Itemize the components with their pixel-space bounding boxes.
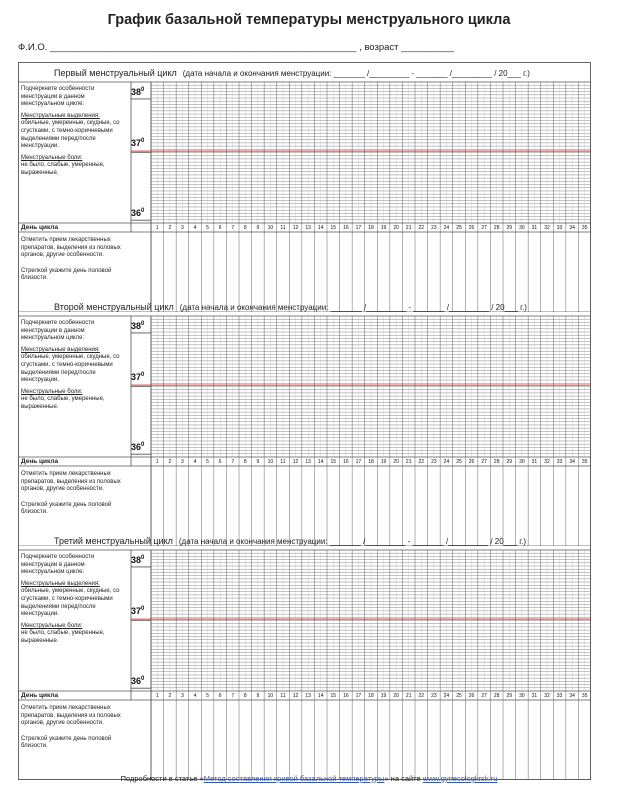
day-number: 22 <box>418 692 425 699</box>
pain-options: не было, слабые, умеренные, выраженные. <box>21 162 105 176</box>
day-number: 8 <box>243 458 247 465</box>
temp-label-low <box>131 676 151 686</box>
menstruation-features-panel <box>18 552 131 652</box>
day-number: 6 <box>218 224 222 231</box>
day-number: 16 <box>343 224 349 231</box>
day-number: 15 <box>330 692 337 699</box>
temp-label-mid <box>131 372 151 382</box>
day-number: 22 <box>418 458 425 465</box>
day-of-cycle-label: День цикла <box>21 691 59 699</box>
day-number: 2 <box>168 692 172 699</box>
day-number: 9 <box>256 224 260 231</box>
menstruation-features-panel <box>18 318 131 418</box>
footer-middle: » на сайте <box>384 774 423 783</box>
day-number: 13 <box>305 224 311 231</box>
day-number: 1 <box>155 692 159 699</box>
day-number: 22 <box>418 224 425 231</box>
day-number: 5 <box>206 692 209 699</box>
cycle-name: Первый менструальный цикл <box>54 68 177 78</box>
cycle-section <box>18 68 591 312</box>
day-number: 30 <box>519 458 525 465</box>
day-number: 17 <box>355 224 362 231</box>
day-number: 31 <box>531 692 538 699</box>
menstruation-features-panel <box>18 84 131 184</box>
features-intro: Подчеркните особенности менструации в данном менструальном цикле: <box>21 554 95 576</box>
cycle-date-field[interactable]: (дата начала и окончания менструации: _______ /_________ - _______ /_________ / 20___ г.) <box>179 303 527 312</box>
day-number: 20 <box>393 692 399 699</box>
cycle-section <box>18 536 591 780</box>
day-number: 15 <box>330 224 337 231</box>
features-intro: Подчеркните особенности менструации в данном менструальном цикле: <box>21 86 95 108</box>
notes-panel <box>18 234 138 294</box>
day-number: 14 <box>317 224 324 231</box>
day-number: 15 <box>330 458 337 465</box>
temp-value: 37 <box>131 137 142 148</box>
intercourse-note: Стрелкой укажите день половой близости. <box>21 501 112 516</box>
day-number: 5 <box>206 458 209 465</box>
day-number: 16 <box>343 458 349 465</box>
day-number: 33 <box>556 692 563 699</box>
degree-sign: 0 <box>141 442 145 449</box>
day-number: 1 <box>155 458 159 465</box>
day-number: 11 <box>280 692 286 699</box>
day-number: 33 <box>556 224 563 231</box>
article-link[interactable]: Метод составления кривой базальной температуры <box>203 774 385 783</box>
cycle-name: Третий менструальный цикл <box>54 536 173 546</box>
degree-sign: 0 <box>141 676 145 683</box>
degree-sign: 0 <box>141 321 145 328</box>
temp-label-low <box>131 442 151 452</box>
day-number: 32 <box>544 692 550 699</box>
cycle-date-field[interactable]: (дата начала и окончания менструации: _______ /_________ - _______ /_________ / 20___ г.) <box>178 537 527 546</box>
temp-value: 37 <box>131 605 142 616</box>
day-number: 20 <box>393 224 399 231</box>
day-number: 25 <box>456 224 462 231</box>
day-number: 32 <box>544 224 550 231</box>
notes-panel <box>18 468 138 528</box>
day-number: 23 <box>431 224 437 231</box>
day-number: 29 <box>506 458 513 465</box>
day-number: 35 <box>581 692 588 699</box>
fio-age-field[interactable]: Ф.И.О. __________________________________________________________ , возраст __________ <box>18 42 454 53</box>
site-link[interactable]: www.gynecologkrsk.ru <box>422 774 498 783</box>
cycle-date-field[interactable]: (дата начала и окончания менструации: _______ /_________ - _______ /_________ / 20___ г.) <box>182 69 530 78</box>
day-number: 32 <box>544 458 550 465</box>
day-number: 2 <box>168 224 172 231</box>
day-number: 11 <box>280 458 286 465</box>
day-number: 24 <box>443 692 450 699</box>
day-number: 10 <box>267 224 274 231</box>
day-number: 29 <box>506 224 513 231</box>
day-number: 19 <box>380 458 387 465</box>
day-number: 10 <box>267 458 274 465</box>
day-number: 34 <box>569 692 575 699</box>
temp-label-mid <box>131 138 151 148</box>
temp-label-high <box>131 555 151 565</box>
discharge-heading: Менструальные выделения: <box>21 580 100 587</box>
day-number: 23 <box>431 458 437 465</box>
degree-sign: 0 <box>141 137 145 144</box>
temp-label-high <box>131 87 151 97</box>
day-number: 9 <box>256 458 260 465</box>
day-number: 2 <box>168 458 172 465</box>
intercourse-note: Стрелкой укажите день половой близости. <box>21 267 112 282</box>
day-number: 19 <box>380 692 387 699</box>
temp-value: 36 <box>131 676 142 687</box>
day-number: 17 <box>355 692 362 699</box>
day-number: 28 <box>493 692 500 699</box>
day-number: 7 <box>231 692 235 699</box>
day-number: 3 <box>181 224 184 231</box>
day-number: 3 <box>181 458 184 465</box>
degree-sign: 0 <box>141 555 145 562</box>
day-number: 18 <box>368 224 374 231</box>
day-number: 7 <box>231 224 235 231</box>
pain-heading: Менструальные боли: <box>21 622 83 629</box>
day-number: 29 <box>506 692 513 699</box>
pain-options: не было, слабые, умеренные, выраженные. <box>21 396 105 410</box>
notes-panel <box>18 702 138 762</box>
pain-heading: Менструальные боли: <box>21 154 83 161</box>
day-number: 26 <box>468 692 475 699</box>
day-number: 21 <box>405 224 412 231</box>
degree-sign: 0 <box>141 371 145 378</box>
day-number: 11 <box>280 224 286 231</box>
day-number: 23 <box>431 692 437 699</box>
discharge-heading: Менструальные выделения: <box>21 112 100 119</box>
degree-sign: 0 <box>141 87 145 94</box>
day-number: 12 <box>292 224 299 231</box>
day-number: 26 <box>468 458 475 465</box>
temp-value: 36 <box>131 442 142 453</box>
day-number: 1 <box>155 224 159 231</box>
day-number: 13 <box>305 692 311 699</box>
temp-label-high <box>131 321 151 331</box>
pain-heading: Менструальные боли: <box>21 388 83 395</box>
day-number: 4 <box>193 458 197 465</box>
temp-label-mid <box>131 606 151 616</box>
day-number: 8 <box>243 224 247 231</box>
discharge-options: обильные, умеренные, скудные, со сгустками, с темно-коричневыми выделениями перед/после менструации. <box>21 120 120 150</box>
day-number: 30 <box>519 692 525 699</box>
day-of-cycle-label: День цикла <box>21 457 59 465</box>
day-number: 7 <box>231 458 235 465</box>
day-number: 21 <box>405 692 412 699</box>
degree-sign: 0 <box>141 605 145 612</box>
day-number: 25 <box>456 692 462 699</box>
day-number: 12 <box>292 692 299 699</box>
day-number: 20 <box>393 458 399 465</box>
day-number: 34 <box>569 458 575 465</box>
day-number: 35 <box>581 224 588 231</box>
day-number: 16 <box>343 692 349 699</box>
temp-value: 38 <box>131 555 142 566</box>
cycle-section <box>18 302 591 546</box>
temp-label-low <box>131 208 151 218</box>
day-number: 3 <box>181 692 184 699</box>
day-number: 18 <box>368 692 374 699</box>
day-number: 27 <box>481 692 487 699</box>
medication-note: Отметить прием лекарственных препаратов, выделения из половых органов, другие особенности. <box>21 471 121 493</box>
day-number: 9 <box>256 692 260 699</box>
day-number: 14 <box>317 458 324 465</box>
day-number: 10 <box>267 692 274 699</box>
day-number: 34 <box>569 224 575 231</box>
day-number: 17 <box>355 458 362 465</box>
day-number: 24 <box>443 224 450 231</box>
degree-sign: 0 <box>141 208 145 215</box>
discharge-heading: Менструальные выделения: <box>21 346 100 353</box>
day-number: 24 <box>443 458 450 465</box>
pain-options: не было, слабые, умеренные, выраженные. <box>21 630 105 644</box>
day-number: 18 <box>368 458 374 465</box>
day-number: 27 <box>481 224 487 231</box>
temp-value: 38 <box>131 321 142 332</box>
day-number: 30 <box>519 224 525 231</box>
temp-value: 38 <box>131 87 142 98</box>
footer-prefix: Подробности в статье « <box>120 774 204 783</box>
day-number: 13 <box>305 458 311 465</box>
day-number: 31 <box>531 224 538 231</box>
temp-value: 37 <box>131 371 142 382</box>
day-number: 4 <box>193 224 197 231</box>
day-number: 6 <box>218 692 222 699</box>
day-number: 28 <box>493 224 500 231</box>
cycle-name: Второй менструальный цикл <box>54 302 174 312</box>
discharge-options: обильные, умеренные, скудные, со сгустками, с темно-коричневыми выделениями перед/после менструации. <box>21 354 120 384</box>
day-number: 6 <box>218 458 222 465</box>
day-number: 14 <box>317 692 324 699</box>
day-number: 31 <box>531 458 538 465</box>
day-of-cycle-label: День цикла <box>21 223 59 231</box>
page-title: График базальной температуры менструального цикла <box>107 12 511 28</box>
day-number: 26 <box>468 224 475 231</box>
day-number: 28 <box>493 458 500 465</box>
day-number: 33 <box>556 458 563 465</box>
day-number: 5 <box>206 224 209 231</box>
day-number: 27 <box>481 458 487 465</box>
day-number: 19 <box>380 224 387 231</box>
day-number: 8 <box>243 692 247 699</box>
day-number: 25 <box>456 458 462 465</box>
day-number: 12 <box>292 458 299 465</box>
day-number: 21 <box>405 458 412 465</box>
footer <box>0 774 618 783</box>
features-intro: Подчеркните особенности менструации в данном менструальном цикле: <box>21 320 95 342</box>
day-number: 35 <box>581 458 588 465</box>
discharge-options: обильные, умеренные, скудные, со сгустками, с темно-коричневыми выделениями перед/после менструации. <box>21 588 120 618</box>
medication-note: Отметить прием лекарственных препаратов, выделения из половых органов, другие особенности. <box>21 705 121 727</box>
temp-value: 36 <box>131 208 142 219</box>
intercourse-note: Стрелкой укажите день половой близости. <box>21 735 112 750</box>
day-number: 4 <box>193 692 197 699</box>
medication-note: Отметить прием лекарственных препаратов, выделения из половых органов, другие особенности. <box>21 237 121 259</box>
